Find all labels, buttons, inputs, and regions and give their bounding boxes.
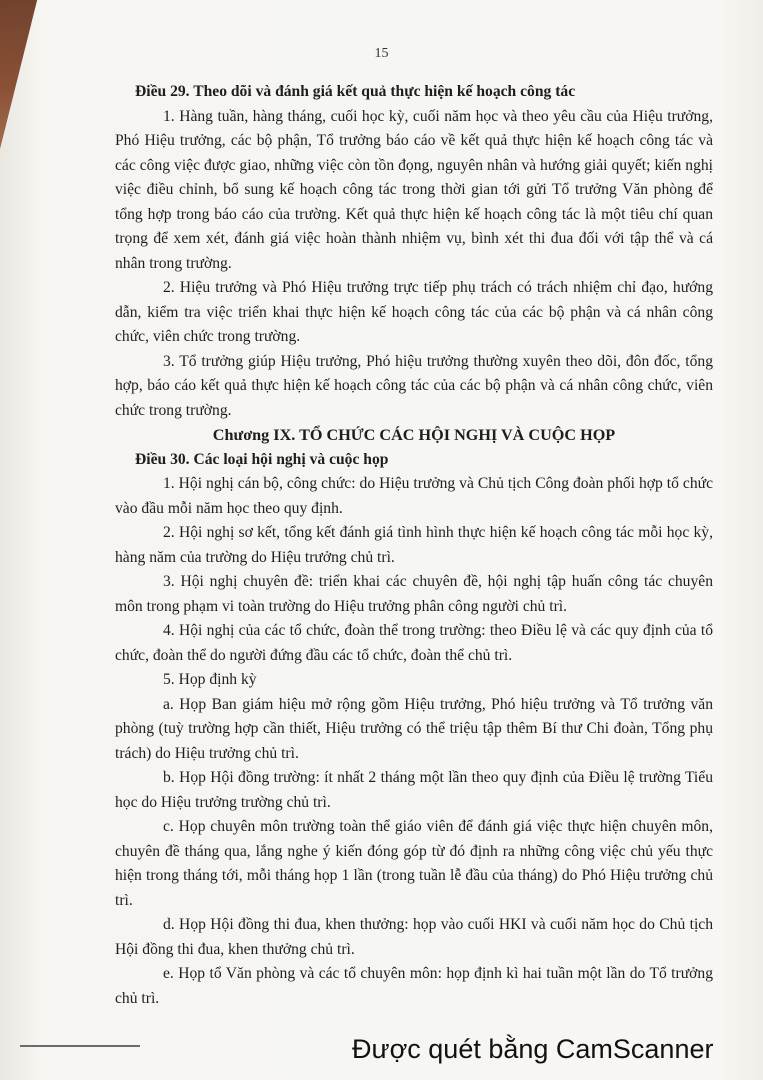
article-30-paragraph-4: 4. Hội nghị của các tổ chức, đoàn thể trong trường: theo Điều lệ và các quy định của tổ chức, đoàn thể do người đứng đầu các tổ chức, đoàn thể chủ trì. [115,622,713,664]
article-30-paragraph-2: 2. Hội nghị sơ kết, tổng kết đánh giá tình hình thực hiện kế hoạch công tác mỗi học kỳ, hàng năm của trường do Hiệu trưởng chủ trì. [115,524,713,566]
article-29-paragraph-3: 3. Tổ trưởng giúp Hiệu trưởng, Phó hiệu trưởng thường xuyên theo dõi, đôn đốc, tổng hợp, báo cáo kết quả thực hiện kế hoạch công tác của các bộ phận và cá nhân công chức, viên chức trong trường. [115,352,713,419]
chapter-9-heading: Chương IX. TỔ CHỨC CÁC HỘI NGHỊ VÀ CUỘC HỌP [212,426,616,444]
page-number: 15 [374,46,389,61]
footer-rule [20,1045,140,1047]
article-30-paragraph-5: 5. Họp định kỳ [163,671,257,688]
article-30-paragraph-5e: e. Họp tổ Văn phòng và các tổ chuyên môn: họp định kì hai tuần một lần do Tổ trưởng chủ trì. [115,965,713,1007]
camscanner-watermark: Được quét bằng CamScanner [352,1034,714,1064]
article-30-paragraph-5a: a. Họp Ban giám hiệu mở rộng gồm Hiệu trưởng, Phó hiệu trưởng và Tổ trưởng văn phòng (tuỳ trường hợp cần thiết, Hiệu trưởng có thể triệu tập thêm Bí thư Chi đoàn, Tổng phụ trách) do Hiệu trưởng chủ trì. [115,695,713,762]
scan-edge-shadow [0,0,44,210]
article-29-heading: Điều 29. Theo dõi và đánh giá kết quả thực hiện kế hoạch công tác [135,83,576,100]
article-30-paragraph-3: 3. Hội nghị chuyên đề: triển khai các chuyên đề, hội nghị tập huấn công tác chuyên môn trong phạm vi toàn trường do Hiệu trưởng phân công người chủ trì. [115,573,713,615]
article-30-paragraph-1: 1. Hội nghị cán bộ, công chức: do Hiệu trưởng và Chủ tịch Công đoàn phối hợp tổ chức vào đầu mỗi năm học theo quy định. [115,475,713,517]
article-29-paragraph-1: 1. Hàng tuần, hàng tháng, cuối học kỳ, cuối năm học và theo yêu cầu của Hiệu trưởng, Phó Hiệu trưởng, các bộ phận, Tổ trưởng báo cáo về kết quả thực hiện kế hoạch công tác và các công việc được giao, những việc còn tồn đọng, nguyên nhân và hướng giải quyết; kiến nghị việc điều chỉnh, bổ sung kế hoạch công tác trong thời gian tới gửi Tổ trưởng Văn phòng để tổng hợp trong báo cáo của trường. Kết quả thực hiện kế hoạch công tác là một tiêu chí quan trọng để xem xét, đánh giá việc hoàn thành nhiệm vụ, bình xét thi đua đối với tập thể và cá nhân trong trường. [115,107,713,272]
document-body [115,80,713,1011]
article-29-paragraph-2: 2. Hiệu trưởng và Phó Hiệu trưởng trực tiếp phụ trách có trách nhiệm chỉ đạo, hướng dẫn, kiểm tra việc triển khai thực hiện kế hoạch công tác của các bộ phận và cá nhân công chức, viên chức trong trường. [115,279,713,345]
article-30-heading: Điều 30. Các loại hội nghị và cuộc họp [135,450,389,468]
article-30-paragraph-5d: d. Họp Hội đồng thi đua, khen thưởng: họp vào cuối HKI và cuối năm học do Chủ tịch Hội đồng thi đua, khen thưởng chủ trì. [115,916,713,958]
article-30-paragraph-5c: c. Họp chuyên môn trường toàn thể giáo viên để đánh giá việc thực hiện chuyên môn, chuyên đề tháng qua, lắng nghe ý kiến đóng góp từ đó định ra những công việc chủ yếu thực hiện trong tháng tới, mỗi tháng họp 1 lần (trong tuần lễ đầu của tháng) do Phó Hiệu trưởng chủ trì. [115,818,713,909]
article-30-paragraph-5b: b. Họp Hội đồng trường: ít nhất 2 tháng một lần theo quy định của Điều lệ trường Tiểu học do Hiệu trưởng trường chủ trì. [115,769,713,811]
